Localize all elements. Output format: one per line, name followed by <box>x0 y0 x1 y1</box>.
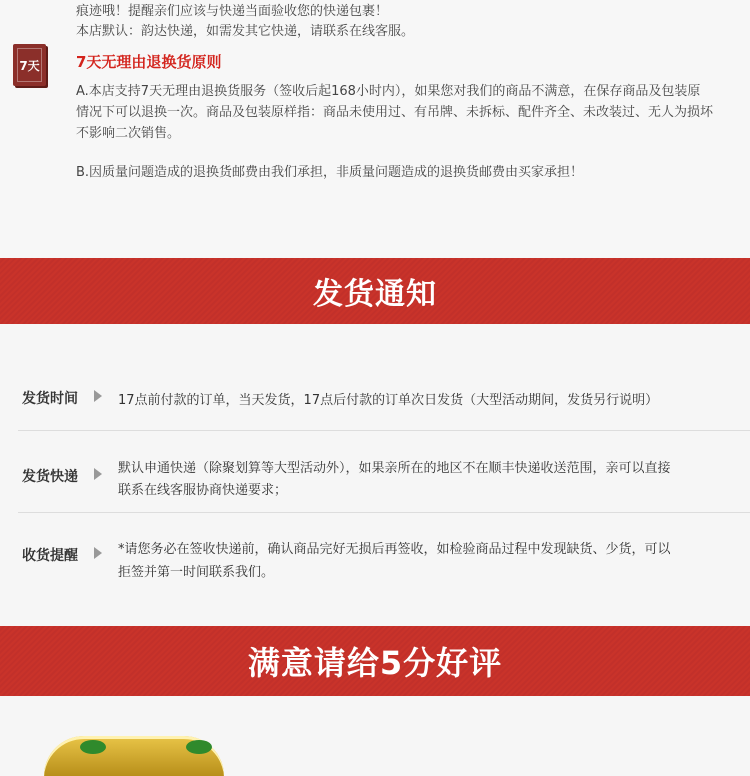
shipping-text-line: 拒签并第一时间联系我们。 <box>118 565 275 580</box>
shipping-label: 发货时间 <box>22 391 78 407</box>
leaf-icon <box>80 740 106 754</box>
divider <box>18 512 750 513</box>
seven-day-badge-icon: 7天 <box>13 44 46 86</box>
divider <box>18 430 750 431</box>
shipping-text-line: 默认申通快递（除聚划算等大型活动外），如果亲所在的地区不在顺丰快递收送范围，亲可以直接 <box>118 461 671 476</box>
notice-line-1: 痕迹哦！提醒亲们应该与快递当面验收您的快递包裹！ <box>76 4 389 19</box>
leaf-icon <box>186 740 212 754</box>
policy-a-line-2: 情况下可以退换一次。商品及包装原样指：商品未使用过、有吊牌、未拆标、配件齐全、未改装过、无人为损坏 <box>76 105 714 120</box>
return-policy-section <box>0 0 750 258</box>
shipping-text-line: 联系在线客服协商快递要求； <box>118 483 288 498</box>
notice-line-2: 本店默认：韵达快递，如需发其它快递，请联系在线客服。 <box>76 24 415 39</box>
policy-a-line-3: 不影响二次销售。 <box>76 126 181 141</box>
arrow-right-icon <box>94 390 102 402</box>
arrow-right-icon <box>94 547 102 559</box>
policy-title: 7天无理由退换货原则 <box>76 53 222 71</box>
shipping-label: 发货快递 <box>22 469 78 485</box>
shipping-label: 收货提醒 <box>22 548 78 564</box>
shipping-text-line: *请您务必在签收快递前，确认商品完好无损后再签收，如检验商品过程中发现缺货、少货，可以 <box>118 542 671 557</box>
policy-b-line: B.因质量问题造成的退换货邮费由我们承担，非质量问题造成的退换货邮费由买家承担！ <box>76 165 584 180</box>
shipping-notice-banner: 发货通知 <box>0 258 750 324</box>
policy-a-line-1: A.本店支持7天无理由退换货服务（签收后起168小时内），如果您对我们的商品不满意，在保存商品及包装原 <box>76 84 701 99</box>
shipping-text-line: 17点前付款的订单，当天发货，17点后付款的订单次日发货（大型活动期间，发货另行说明） <box>118 393 659 408</box>
arrow-right-icon <box>94 468 102 480</box>
rating-banner: 满意请给5分好评 <box>0 626 750 696</box>
